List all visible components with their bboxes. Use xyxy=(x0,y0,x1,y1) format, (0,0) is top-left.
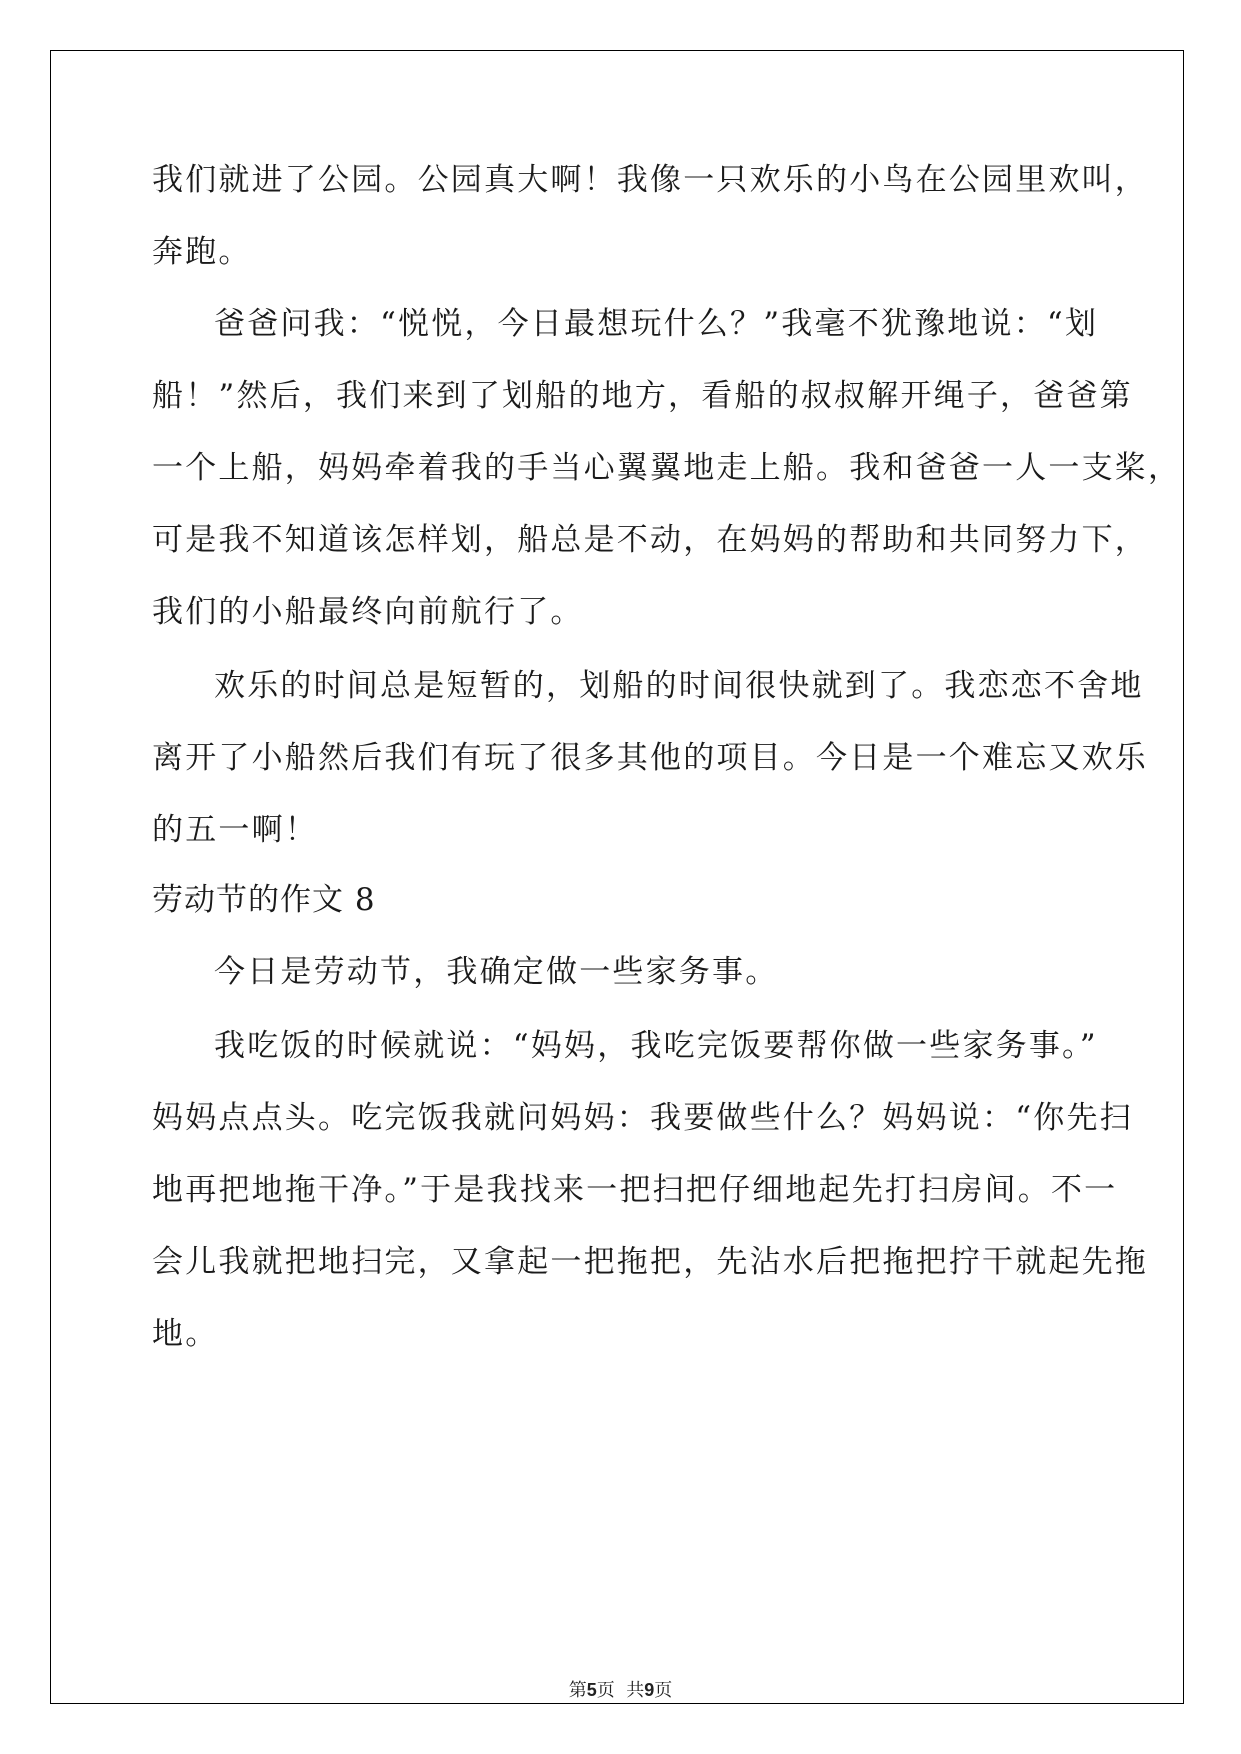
page-footer xyxy=(0,1676,1241,1702)
text-line: 奔跑。 xyxy=(152,234,252,270)
paragraph-start: 今日是劳动节，我确定做一些家务事。 xyxy=(214,954,779,990)
text-line: 我们的小船最终向前航行了。 xyxy=(152,594,584,630)
paragraph-start: 欢乐的时间总是短暂的，划船的时间很快就到了。我恋恋不舍地 xyxy=(214,668,1144,704)
page-mid: 页 共 xyxy=(596,1680,645,1701)
page-suffix: 页 xyxy=(654,1680,673,1701)
text-line: 船！”然后，我们来到了划船的地方，看船的叔叔解开绳子，爸爸第 xyxy=(152,378,1133,414)
text-line: 可是我不知道该怎样划，船总是不动，在妈妈的帮助和共同努力下， xyxy=(152,522,1148,558)
paragraph-start: 爸爸问我：“悦悦，今日最想玩什么？”我毫不犹豫地说：“划 xyxy=(214,306,1099,342)
page-prefix: 第 xyxy=(568,1680,587,1701)
text-line: 我们就进了公园。公园真大啊！我像一只欢乐的小鸟在公园里欢叫， xyxy=(152,162,1148,198)
text-line: 地再把地拖干净。”于是我找来一把扫把仔细地起先打扫房间。不一 xyxy=(152,1172,1118,1208)
current-page-number: 5 xyxy=(586,1680,597,1700)
paragraph-start: 我吃饭的时候就说：“妈妈，我吃完饭要帮你做一些家务事。” xyxy=(214,1028,1098,1064)
section-heading: 劳动节的作文 8 xyxy=(152,882,376,918)
text-line: 一个上船，妈妈牵着我的手当心翼翼地走上船。我和爸爸一人一支桨， xyxy=(152,450,1182,486)
page-frame xyxy=(50,50,1184,1704)
text-line: 妈妈点点头。吃完饭我就问妈妈：我要做些什么？妈妈说：“你先扫 xyxy=(152,1100,1133,1136)
total-page-number: 9 xyxy=(644,1680,655,1700)
text-line: 的五一啊！ xyxy=(152,812,318,848)
text-line: 地。 xyxy=(152,1316,219,1352)
text-line: 会儿我就把地扫完，又拿起一把拖把，先沾水后把拖把拧干就起先拖 xyxy=(152,1244,1148,1280)
text-line: 离开了小船然后我们有玩了很多其他的项目。今日是一个难忘又欢乐 xyxy=(152,740,1148,776)
